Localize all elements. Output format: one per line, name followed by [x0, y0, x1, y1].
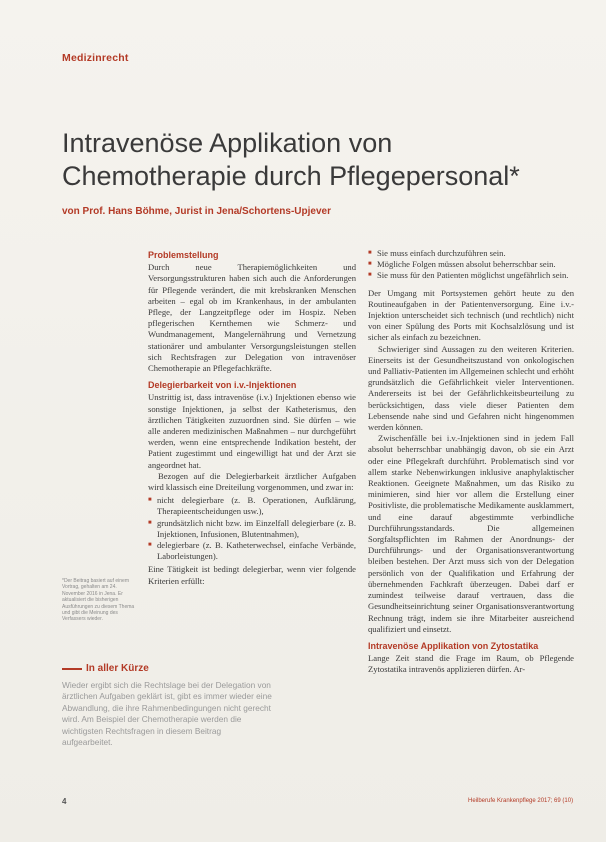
list-item: ■ grundsätzlich nicht bzw. im Einzelfall delegierbare (z. B. Injektionen, Infusionen, Blutentnahmen), — [148, 518, 356, 540]
criteria-list — [368, 248, 574, 282]
list-item: ■ Sie muss für den Patienten möglichst ungefährlich sein. — [368, 270, 574, 281]
paragraph: Bezogen auf die Delegierbarkeit ärztlicher Aufgaben wird klassisch eine Dreiteilung vorgenommen, und zwar in: — [148, 470, 356, 493]
page-number: 4 — [62, 797, 67, 806]
journal-footer: Heilberufe Krankenpflege 2017; 69 (10) — [468, 798, 574, 804]
title-line-1: Intravenöse Applikation von — [62, 128, 393, 158]
footnote-caption: *Der Beitrag basiert auf einem Vortrag, gehalten am 24. November 2016 in Jena. Er aktualisiert die bisherigen Ausführungen zu diesem Thema und gibt die Meinung des Verfassers wieder. — [62, 578, 135, 623]
delegation-list — [148, 495, 356, 562]
summary-text: Wieder ergibt sich die Rechtslage bei der Delegation von ärztlichen Aufgaben geklärt ist, gibt es immer wieder eine Abwandlung, die ihre Rahmenbedingungen nicht gerecht wird. Am Beispiel der Chemotherapie werden die wichtigsten Rechtsfragen in diesem Beitrag aufgearbeitet. — [62, 680, 272, 748]
paragraph: Unstrittig ist, dass intravenöse (i.v.) Injektionen ebenso wie sonstige Injektionen, ja selbst der Katheterismus, den ärztlichen Tätigkeiten zuzuordnen sind. Sie dürfen – wie alle anderen medizinischen Maßnahmen – nur durchgeführt werden, wenn eine entsprechende Indikation besteht, der Patient zugestimmt und eingewilligt hat und der Arzt sie angeordnet hat. — [148, 392, 356, 470]
heading-problemstellung: Problemstellung — [148, 250, 219, 260]
paragraph: Lange Zeit stand die Frage im Raum, ob Pflegende Zytostatika intravenös applizieren dürfen. Ar- — [368, 653, 574, 675]
accent-rule — [62, 668, 82, 670]
list-item: ■ Sie muss einfach durchzuführen sein. — [368, 248, 574, 259]
author-byline: von Prof. Hans Böhme, Jurist in Jena/Schortens-Upjever — [62, 206, 331, 217]
paragraph: Durch neue Therapiemöglichkeiten und Versorgungsstrukturen haben sich auch die Anforderungen für Pflegende verändert, die mit krebskranken Menschen arbeiten – egal ob im Krankenhaus, in der ambulanten Pflege, der Langzeitpflege oder im Hospiz. Neben pflegerischen Kernthemen wie Schmerz- und Wundmanagement, Mangelernährung und Vernetzung stationärer und ambulanter Versorgungsleistungen stellen sich Rechtsfragen zur Delegation von intravenöser Chemotherapie an Pflegefachkräfte. — [148, 262, 356, 374]
title-line-2: Chemotherapie durch Pflegepersonal* — [62, 161, 520, 191]
summary-heading: In aller Kürze — [86, 663, 149, 674]
section-label: Medizinrecht — [62, 52, 129, 64]
list-item: ■ Mögliche Folgen müssen absolut beherrschbar sein. — [368, 259, 574, 270]
paragraph: Der Umgang mit Portsystemen gehört heute zu den Routineaufgaben in der Patientenversorgung. Eine i.v.-Injektion unterscheidet sich technisch (und rechtlich) nicht von einer Spülung des Ports mit Kochsalzlösung und ist sicher als einfach zu bezeichnen. — [368, 287, 574, 343]
heading-delegierbarkeit: Delegierbarkeit von i.v.-Injektionen — [148, 380, 297, 391]
list-item: ■ nicht delegierbare (z. B. Operationen, Aufklärung, Therapieentscheidungen usw.), — [148, 495, 356, 517]
list-item: ■ delegierbare (z. B. Katheterwechsel, einfache Verbände, Laborleistungen). — [148, 540, 356, 562]
article-title — [62, 127, 562, 193]
left-column — [148, 250, 356, 587]
right-column — [368, 248, 574, 676]
paragraph: Eine Tätigkeit ist bedingt delegierbar, wenn vier folgende Kriterien erfüllt: — [148, 564, 356, 586]
heading-zytostatika: Intravenöse Applikation von Zytostatika — [368, 640, 539, 651]
paragraph: Zwischenfälle bei i.v.-Injektionen sind in jedem Fall absolut beherrschbar unabhängig davon, ob sie ein Arzt oder eine Pflegekraft durchführt. Problematisch sind vor allem starke Nebenwirkungen inklusive anaphylaktischer Reaktionen. Geeignete Maßnahmen, um das Risiko zu minimieren, sind hier vor allem die Erstellung einer Positivliste, die problematische Medikamente ausklammert, und eine darauf abgestimmte verbindliche Durchführungsstandards. Die allgemeinen Sorgfaltspflichten im Rahmen der Anordnungs- der Durchführungs- und der Organisationsverantwortung bleiben bestehen. Der Arzt muss sich von der Delegation persönlich von der Qualifikation und Erfahrung der übernehmenden Fachkraft überzeugen. Dabei darf er zumindest teilweise darauf vertrauen, dass die Gesundheitseinrichtung seiner Organisationsverantwortung Rechnung trägt, indem sie ihre Mitarbeiter ausreichend qualifiziert und einsetzt. — [368, 433, 574, 634]
paragraph: Schwieriger sind Aussagen zu den weiteren Kriterien. Einerseits ist der Gesundheitszustand von onkologischen und Palliativ-Patienten im Allgemeinen schlecht und erhöht grundsätzlich die Gefährlichkeit vieler Interventionen. Andererseits ist bei der Gefährlichkeitsbeurteilung zu berücksichtigen, dass viele dieser Patienten dem Lebensende nahe sind und Gefahren nicht hingenommen werden können. — [368, 343, 574, 433]
